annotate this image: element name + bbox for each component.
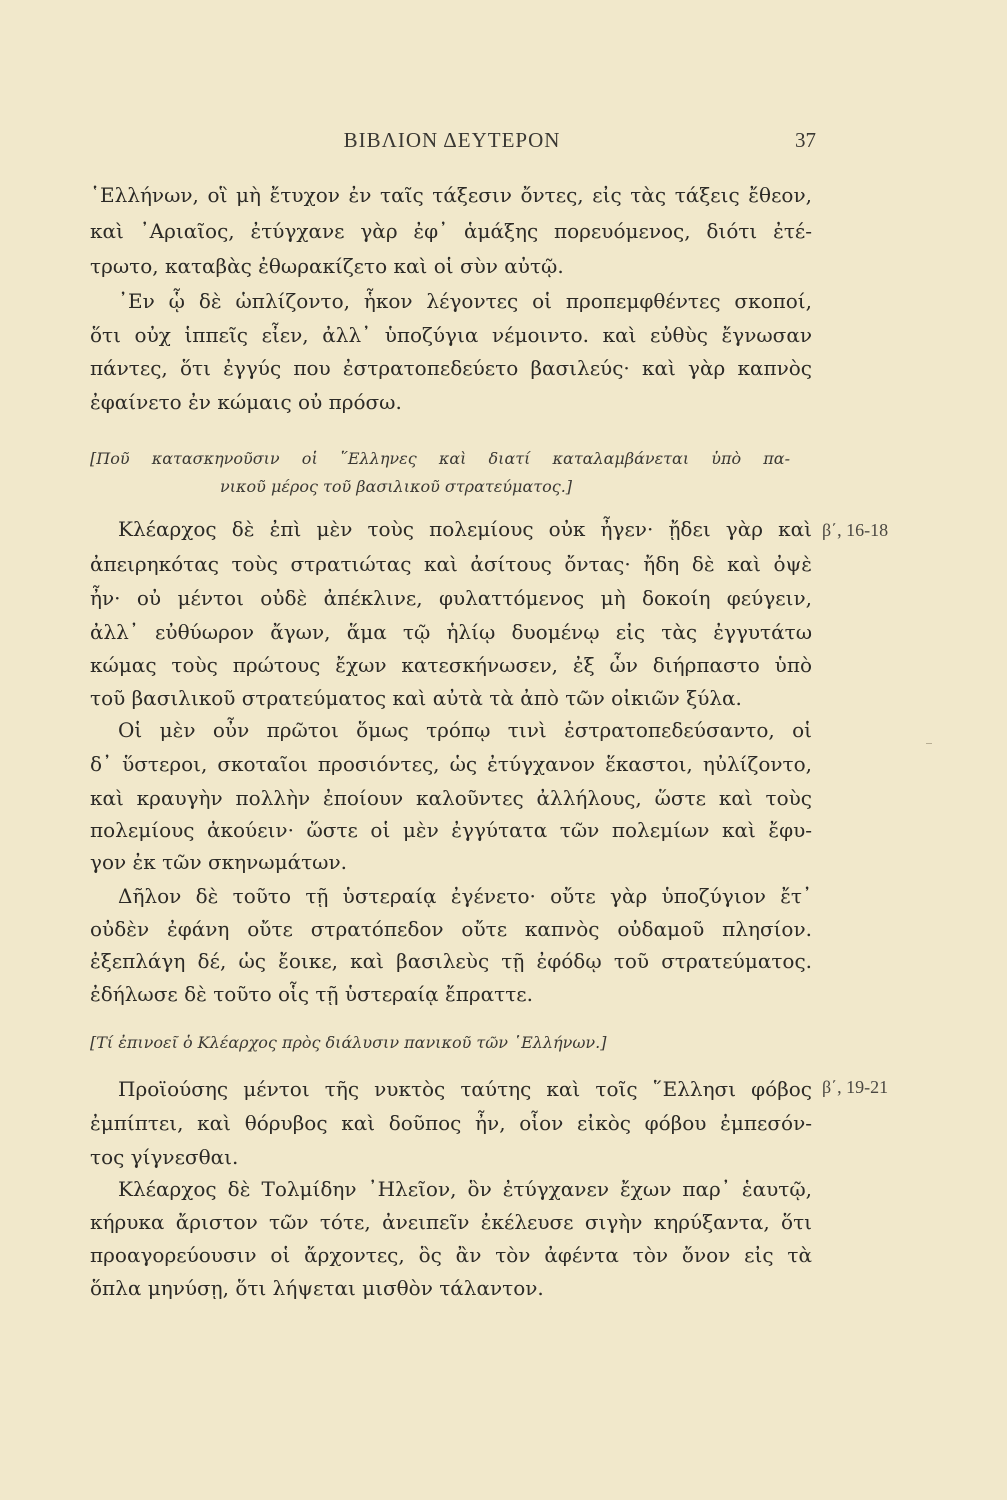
text-line: πάντες, ὅτι ἐγγύς που ἐστρατοπεδεύετο βασιλεύς· καὶ γὰρ καπνὸς bbox=[90, 356, 812, 380]
running-title: ΒΙΒΛΙΟΝ ΔΕΥΤΕΡΟΝ bbox=[343, 128, 561, 152]
text-line: ἀπειρηκότας τοὺς στρατιώτας καὶ ἀσίτους ὄντας· ἤδη δὲ καὶ ὀψὲ bbox=[90, 552, 812, 576]
text-line: κώμας τοὺς πρώτους ἔχων κατεσκήνωσεν, ἐξ ὧν διήρπαστο ὑπὸ bbox=[90, 653, 812, 677]
text-line: Δῆλον δὲ τοῦτο τῇ ὑστεραίᾳ ἐγένετο· οὔτε γὰρ ὑποζύγιον ἔτ᾿ bbox=[118, 884, 812, 908]
text-line: καὶ κραυγὴν πολλὴν ἐποίουν καλοῦντες ἀλλήλους, ὥστε καὶ τοὺς bbox=[90, 786, 812, 810]
text-line: πολεμίους ἀκούειν· ὥστε οἱ μὲν ἐγγύτατα τῶν πολεμίων καὶ ἔφυ- bbox=[90, 818, 812, 842]
text-line: ἐμπίπτει, καὶ θόρυβος καὶ δοῦπος ἦν, οἷον εἰκὸς φόβου ἐμπεσόν- bbox=[90, 1111, 812, 1135]
text-line: ὅτι οὐχ ἱππεῖς εἶεν, ἀλλ᾿ ὑποζύγια νέμοιντο. καὶ εὐθὺς ἔγνωσαν bbox=[90, 323, 812, 347]
text-line: καὶ ᾿Αριαῖος, ἐτύγχανε γὰρ ἐφ᾿ ἁμάξης πορευόμενος, διότι ἐτέ- bbox=[90, 219, 812, 243]
margin-reference: β΄, 19-21 bbox=[822, 1077, 889, 1097]
text-line: Προϊούσης μέντοι τῆς νυκτὸς ταύτης καὶ τοῖς ῞Ελλησι φόβος bbox=[118, 1077, 812, 1101]
text-line: ὅπλα μηνύσῃ, ὅτι λήψεται μισθὸν τάλαντον. bbox=[90, 1276, 544, 1300]
text-line: τοῦ βασιλικοῦ στρατεύματος καὶ αὐτὰ τὰ ἀπὸ τῶν οἰκιῶν ξύλα. bbox=[90, 686, 742, 710]
text-line: Κλέαρχος δὲ Τολμίδην ᾿Ηλεῖον, ὃν ἐτύγχανεν ἔχων παρ᾿ ἑαυτῷ, bbox=[118, 1177, 812, 1201]
section-heading-line: νικοῦ μέρος τοῦ βασιλικοῦ στρατεύματος.] bbox=[220, 477, 573, 496]
page-number: 37 bbox=[795, 128, 816, 152]
running-header bbox=[88, 128, 816, 158]
text-line: ἐξεπλάγη δέ, ὡς ἔοικε, καὶ βασιλεὺς τῇ ἐφόδῳ τοῦ στρατεύματος. bbox=[90, 949, 812, 973]
text-line: γον ἐκ τῶν σκηνωμάτων. bbox=[90, 850, 347, 874]
text-line: προαγορεύουσιν οἱ ἄρχοντες, ὃς ἂν τὸν ἀφέντα τὸν ὄνον εἰς τὰ bbox=[90, 1243, 812, 1267]
text-line: κήρυκα ἄριστον τῶν τότε, ἀνειπεῖν ἐκέλευσε σιγὴν κηρύξαντα, ὅτι bbox=[90, 1210, 812, 1234]
margin-reference: β΄, 16-18 bbox=[822, 520, 889, 540]
section-heading: [Τί ἐπινοεῖ ὁ Κλέαρχος πρὸς διάλυσιν πανικοῦ τῶν ῾Ελλήνων.] bbox=[90, 1033, 607, 1052]
text-line: ἦν· οὐ μέντοι οὐδὲ ἀπέκλινε, φυλαττόμενος μὴ δοκοίη φεύγειν, bbox=[90, 586, 812, 610]
text-line: ἐδήλωσε δὲ τοῦτο οἷς τῇ ὑστεραίᾳ ἔπραττε. bbox=[90, 982, 534, 1006]
text-line: ῾Ελλήνων, οἳ μὴ ἔτυχον ἐν ταῖς τάξεσιν ὄντες, εἰς τὰς τάξεις ἔθεον, bbox=[90, 183, 812, 207]
section-heading-line: [Ποῦ κατασκηνοῦσιν οἱ ῞Ελληνες καὶ διατί καταλαμβάνεται ὑπὸ πα- bbox=[90, 449, 790, 468]
text-line: τρωτο, καταβὰς ἐθωρακίζετο καὶ οἱ σὺν αὐτῷ. bbox=[90, 254, 564, 278]
page-mark bbox=[926, 743, 932, 744]
text-line: Κλέαρχος δὲ ἐπὶ μὲν τοὺς πολεμίους οὐκ ἦγεν· ᾔδει γὰρ καὶ bbox=[118, 517, 812, 541]
text-line: ἀλλ᾿ εὐθύωρον ἄγων, ἅμα τῷ ἡλίῳ δυομένῳ εἰς τὰς ἐγγυτάτω bbox=[90, 620, 812, 644]
text-line: τος γίγνεσθαι. bbox=[90, 1145, 239, 1169]
text-line: ᾿Εν ᾧ δὲ ὡπλίζοντο, ἧκον λέγοντες οἱ προπεμφθέντες σκοποί, bbox=[118, 289, 812, 313]
text-line: οὐδὲν ἐφάνη οὔτε στρατόπεδον οὔτε καπνὸς οὐδαμοῦ πλησίον. bbox=[90, 917, 812, 941]
text-line: δ᾿ ὕστεροι, σκοταῖοι προσιόντες, ὡς ἐτύγχανον ἕκαστοι, ηὐλίζοντο, bbox=[90, 752, 812, 776]
text-line: ἐφαίνετο ἐν κώμαις οὐ πρόσω. bbox=[90, 390, 402, 414]
text-line: Οἱ μὲν οὖν πρῶτοι ὅμως τρόπῳ τινὶ ἐστρατοπεδεύσαντο, οἱ bbox=[118, 718, 812, 742]
